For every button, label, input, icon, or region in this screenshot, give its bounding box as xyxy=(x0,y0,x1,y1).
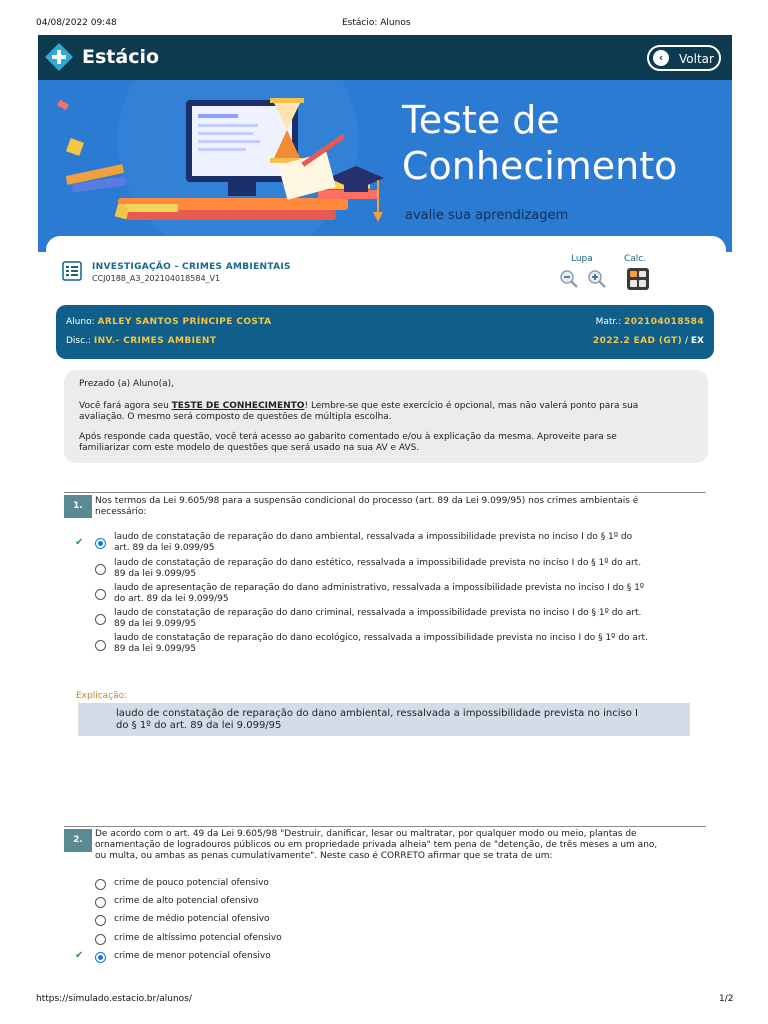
q2-option-5-radio[interactable] xyxy=(95,952,106,963)
question-2-divider xyxy=(64,826,706,827)
q1-option-1-line1: laudo de constatação de reparação do dano ambiental, ressalvada a impossibilidade prevista no inciso I do § 1º do xyxy=(114,532,633,542)
q1-option-5-line2: 89 da lei 9.099/95 xyxy=(114,644,197,654)
intro-p1-line2: avaliação. O mesmo será composto de questões de múltipla escolha. xyxy=(79,412,392,422)
question-1-divider xyxy=(64,492,706,493)
banner-title xyxy=(402,97,677,189)
intro-test-link: TESTE DE CONHECIMENTO xyxy=(171,401,305,411)
q2-option-5[interactable]: crime de menor potencial ofensivo xyxy=(114,951,271,961)
intro-greeting: Prezado (a) Aluno(a), xyxy=(79,379,174,389)
correct-check-icon: ✔ xyxy=(75,950,84,961)
explanation-line1: laudo de constatação de reparação do dano ambiental, ressalvada a impossibilidade prevista no inciso I xyxy=(116,708,638,719)
question-1-number: 1. xyxy=(64,495,92,518)
intro-box xyxy=(64,370,708,463)
explanation-label: Explicação: xyxy=(76,691,128,701)
intro-p1-pre: Você fará agora seu xyxy=(79,401,172,411)
calculator-icon[interactable] xyxy=(626,267,650,291)
course-title: INVESTIGAÇÃO - CRIMES AMBIENTAIS xyxy=(92,262,291,272)
q1-option-2-radio[interactable] xyxy=(95,564,106,575)
student-label: Aluno: xyxy=(66,317,95,327)
mode-value: EX xyxy=(690,336,704,346)
banner-title-line2: Conhecimento xyxy=(402,144,678,188)
back-button[interactable] xyxy=(647,45,721,71)
q1-option-1-radio[interactable] xyxy=(95,538,106,549)
q2-option-2-radio[interactable] xyxy=(95,897,106,908)
calc-label: Calc. xyxy=(624,254,647,264)
student-name: ARLEY SANTOS PRÍNCIPE COSTA xyxy=(97,317,272,327)
intro-p2-line2: familiarizar com este modelo de questões que será usado na sua AV e AVS. xyxy=(79,443,420,453)
brand-name: Estácio xyxy=(82,46,160,68)
lupa-label: Lupa xyxy=(571,254,593,264)
explanation-line2: do § 1º do art. 89 da lei 9.099/95 xyxy=(116,720,282,731)
q1-option-4-radio[interactable] xyxy=(95,614,106,625)
q1-option-4-line1: laudo de constatação de reparação do dano criminal, ressalvada a impossibilidade prevista no inciso I do § 1º do art. xyxy=(114,608,642,618)
question-2-text-line1: De acordo com o art. 49 da Lei 9.605/98 "Destruir, danificar, lesar ou maltratar, por qualquer modo ou meio, plantas de xyxy=(95,829,637,839)
discipline-value: INV.- CRIMES AMBIENT xyxy=(93,336,217,346)
print-datetime: 04/08/2022 09:48 xyxy=(36,18,117,28)
q2-option-1-radio[interactable] xyxy=(95,879,106,890)
q1-option-4-line2: 89 da lei 9.099/95 xyxy=(114,619,197,629)
intro-p1-post: ! Lembre-se que este exercício é opcional, mas não valerá ponto para sua xyxy=(304,401,639,411)
student-info-bar xyxy=(56,305,714,359)
discipline-label: Disc.: xyxy=(66,336,91,346)
q1-option-5[interactable] xyxy=(114,633,648,655)
banner-subtitle: avalie sua aprendizagem xyxy=(405,208,569,223)
q2-option-3[interactable]: crime de médio potencial ofensivo xyxy=(114,914,270,924)
q2-option-4[interactable]: crime de altíssimo potencial ofensivo xyxy=(114,933,282,943)
course-list-icon xyxy=(62,261,82,281)
q1-option-2-line2: 89 da lei 9.099/95 xyxy=(114,569,197,579)
question-2-text-line2: ornamentação de logradouros públicos ou em propriedade privada alheia" tem pena de "detenção, de três meses a um ano, xyxy=(95,840,658,850)
print-page-number: 1/2 xyxy=(719,994,734,1004)
chevron-left-icon: ‹ xyxy=(653,50,669,66)
intro-paragraph-1 xyxy=(79,401,638,411)
q2-option-3-radio[interactable] xyxy=(95,915,106,926)
q2-option-2[interactable]: crime de alto potencial ofensivo xyxy=(114,896,259,906)
q1-option-2-line1: laudo de constatação de reparação do dano estético, ressalvada a impossibilidade prevista no inciso I do § 1º do art. xyxy=(114,558,642,568)
q1-option-3-line2: do art. 89 da lei 9.099/95 xyxy=(114,594,229,604)
correct-check-icon: ✔ xyxy=(75,537,84,548)
print-title: Estácio: Alunos xyxy=(342,18,411,28)
question-2-number: 2. xyxy=(64,829,92,852)
zoom-in-icon[interactable] xyxy=(587,269,607,289)
course-code: CCJ0188_A3_202104018584_V1 xyxy=(92,274,221,283)
q2-option-1[interactable]: crime de pouco potencial ofensivo xyxy=(114,878,269,888)
matricula-label: Matr.: xyxy=(595,317,622,327)
q1-option-3-radio[interactable] xyxy=(95,589,106,600)
q1-option-3[interactable] xyxy=(114,583,644,605)
period-separator: / xyxy=(684,336,689,346)
question-2-text-line3: ou multa, ou ambas as penas cumulativamente". Neste caso é CORRETO afirmar que se trata de um: xyxy=(95,851,553,861)
q1-option-2[interactable] xyxy=(114,558,641,580)
question-1-text-line1: Nos termos da Lei 9.605/98 para a suspensão condicional do processo (art. 89 da Lei 9.099/95) nos crimes ambientais é xyxy=(95,496,639,506)
matricula-value: 202104018584 xyxy=(624,317,704,327)
intro-p2-line1: Após responde cada questão, você terá acesso ao gabarito comentado e/ou à explicação da mesma. Aproveite para se xyxy=(79,432,617,442)
period-value: 2022.2 EAD (GT) xyxy=(592,336,683,346)
q2-option-4-radio[interactable] xyxy=(95,934,106,945)
explanation-text xyxy=(116,708,686,732)
zoom-out-icon[interactable] xyxy=(559,269,579,289)
estacio-logo-icon xyxy=(44,42,74,72)
q1-option-1-line2: art. 89 da lei 9.099/95 xyxy=(114,543,215,553)
q1-option-1[interactable] xyxy=(114,532,632,554)
back-button-label: Voltar xyxy=(679,52,714,66)
print-url: https://simulado.estacio.br/alunos/ xyxy=(36,994,192,1004)
q1-option-5-radio[interactable] xyxy=(95,640,106,651)
q1-option-5-line1: laudo de constatação de reparação do dano ecológico, ressalvada a impossibilidade prevista no inciso I do § 1º do art. xyxy=(114,633,648,643)
banner-title-line1: Teste de xyxy=(402,98,560,142)
q1-option-3-line1: laudo de apresentação de reparação do dano administrativo, ressalvada a impossibilidade prevista no inciso I do § 1º xyxy=(114,583,645,593)
question-1-text-line2: necessário: xyxy=(95,507,147,517)
q1-option-4[interactable] xyxy=(114,608,641,630)
